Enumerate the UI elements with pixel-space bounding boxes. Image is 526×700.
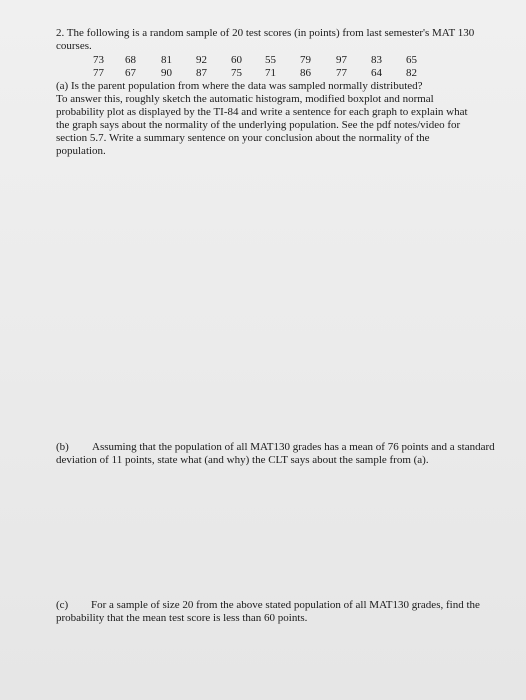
score-cell: 71	[265, 67, 276, 79]
part-b	[56, 441, 506, 467]
score-cell: 68	[125, 54, 136, 66]
score-cell: 64	[371, 67, 382, 79]
score-cell: 75	[231, 67, 242, 79]
score-cell: 60	[231, 54, 242, 66]
score-cell: 97	[336, 54, 347, 66]
part-c	[56, 599, 506, 625]
score-cell: 65	[406, 54, 417, 66]
score-cell: 73	[93, 54, 104, 66]
part-c-label: (c)	[56, 599, 69, 611]
score-cell: 77	[336, 67, 347, 79]
part-c-text: For a sample of size 20 from the above stated population of all MAT130 grades, find the probability that the mean test score is less than 60 points.	[56, 599, 480, 624]
part-a-question: (a) Is the parent population from where the data was sampled normally distributed?	[56, 80, 423, 92]
score-cell: 77	[93, 67, 104, 79]
score-cell: 82	[406, 67, 417, 79]
problem-header: 2. The following is a random sample of 20 test scores (in points) from last semester's MAT 130 courses.	[56, 27, 475, 52]
part-b-label: (b)	[56, 441, 69, 453]
score-cell: 55	[265, 54, 276, 66]
score-cell: 87	[196, 67, 207, 79]
score-cell: 81	[161, 54, 172, 66]
part-b-text: Assuming that the population of all MAT130 grades has a mean of 76 points and a standard deviation of 11 points, state what (and why) the CLT says about the sample from (a).	[56, 441, 495, 466]
score-cell: 67	[125, 67, 136, 79]
part-a	[56, 80, 476, 158]
score-cell: 83	[371, 54, 382, 66]
part-a-instructions: To answer this, roughly sketch the automatic histogram, modified boxplot and normal probability plot as displayed by the TI-84 and write a sentence for each graph to explain what the graph says about the normality of the underlying population. See the pdf notes/video for section 5.7. Write a summary sentence on your conclusion about the normality of the population.	[56, 93, 468, 157]
score-cell: 86	[300, 67, 311, 79]
score-cell: 92	[196, 54, 207, 66]
score-cell: 90	[161, 67, 172, 79]
score-cell: 79	[300, 54, 311, 66]
